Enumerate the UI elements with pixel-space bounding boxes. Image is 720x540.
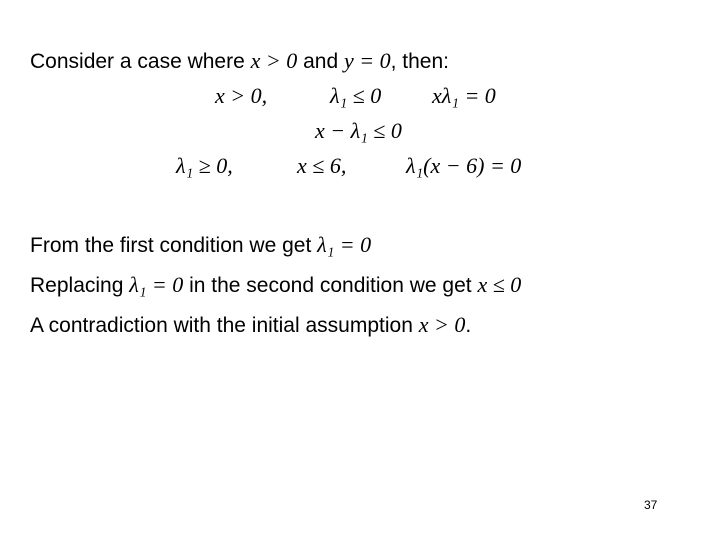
- intro-text: Consider a case where: [30, 50, 251, 73]
- reasoning-line-3: [30, 314, 471, 336]
- reasoning-1-math: λ₁ = 0: [317, 232, 372, 257]
- reasoning-line-2: [30, 274, 521, 296]
- reasoning-3-period: .: [465, 314, 472, 337]
- system-row3-eq1: λ₁ ≥ 0,: [176, 153, 233, 178]
- intro-condition-x: x > 0: [250, 48, 298, 73]
- system-row2-eq1: x − λ₁ ≤ 0: [315, 118, 402, 143]
- intro-line: [30, 50, 449, 72]
- page-number: 37: [644, 498, 658, 512]
- system-row3-eq2: x ≤ 6,: [297, 153, 347, 178]
- reasoning-2-math-a: λ₁ = 0: [129, 272, 184, 297]
- system-row1-eq2: λ₁ ≤ 0: [330, 83, 382, 108]
- system-row3-eq3: λ₁(x − 6) = 0: [406, 153, 522, 178]
- reasoning-1-text: From the first condition we get: [30, 234, 318, 257]
- intro-then: , then:: [390, 50, 449, 73]
- system-row1-eq3: xλ₁ = 0: [432, 83, 496, 108]
- intro-and: and: [297, 50, 344, 73]
- reasoning-2-math-b: x ≤ 0: [477, 272, 522, 297]
- reasoning-2-text-b: in the second condition we get: [183, 274, 478, 297]
- reasoning-3-math: x > 0: [418, 312, 466, 337]
- reasoning-2-text-a: Replacing: [30, 274, 130, 297]
- reasoning-line-1: [30, 234, 371, 256]
- intro-condition-y: y = 0: [343, 48, 391, 73]
- system-row1-eq1: x > 0,: [215, 83, 268, 108]
- reasoning-3-text: A contradiction with the initial assumption: [30, 314, 419, 337]
